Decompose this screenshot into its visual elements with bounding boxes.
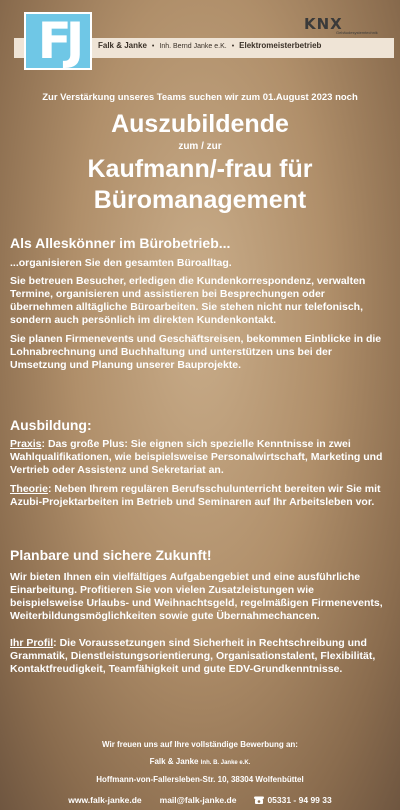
- phone-icon: [254, 796, 264, 804]
- section-alleskoenner: [10, 235, 390, 372]
- title-sub: zum / zur: [178, 141, 222, 152]
- website-link[interactable]: www.falk-janke.de: [68, 795, 142, 805]
- theorie-label: Theorie: [10, 483, 48, 495]
- phone-contact[interactable]: [254, 795, 331, 805]
- firm-line: [98, 41, 321, 50]
- praxis-label: Praxis: [10, 438, 42, 450]
- logo-text: FJ: [37, 12, 79, 70]
- job-title-line1: Kaufmann/-frau für: [87, 155, 313, 183]
- knx-logo: KNX: [304, 15, 343, 33]
- profil-label: Ihr Profil: [10, 637, 54, 649]
- profil-text: : Die Voraussetzungen sind Sicherheit in Rechtschreibung und Grammatik, Dienstleistungsorientierung, Organisationstalent, Flexibilität, Kontaktfreudigkeit, Teamfähigkeit und gute EDV-Grundkenntnisse.: [10, 637, 376, 675]
- theorie-text: : Neben Ihrem regulären Berufsschulunterricht bereiten wir Sie mit Azubi-Projektarbeiten im Betrieb und Seminaren auf Ihr Arbeitsleben vor.: [10, 483, 381, 508]
- job-title: [0, 154, 400, 216]
- firm-owner: Inh. Bernd Janke e.K.: [159, 43, 227, 50]
- section-lead: ...organisieren Sie den gesamten Büroalltag.: [10, 257, 232, 269]
- knx-subtitle: Gebäudesystemtechnik: [336, 30, 378, 35]
- theorie-paragraph: [10, 483, 390, 509]
- footer-contact-line: [0, 795, 400, 805]
- job-title-line2: Büromanagement: [93, 186, 307, 214]
- footer-address: Hoffmann-von-Fallersleben-Str. 10, 38304 Wolfenbüttel: [96, 775, 304, 784]
- firm-separator: •: [231, 43, 235, 50]
- praxis-text: : Das große Plus: Sie eignen sich spezielle Kenntnisse in zwei Wahlqualifikationen, wie beispielsweise Personalwirtschaft, Marketing und Vertrieb oder Assistenz und Sekretariat an.: [10, 438, 383, 476]
- firm-name: Falk & Janke: [98, 41, 147, 50]
- section-ausbildung: [10, 417, 390, 509]
- footer-invite: Wir freuen uns auf Ihre vollständige Bewerbung an:: [102, 740, 298, 749]
- profil-paragraph: [10, 637, 390, 676]
- phone-number: 05331 - 94 99 33: [267, 795, 332, 805]
- footer-firm-owner: Inh. B. Janke e.K.: [200, 760, 251, 766]
- praxis-paragraph: [10, 438, 390, 477]
- footer-firm-name: Falk & Janke: [149, 757, 199, 766]
- section-heading: Ausbildung:: [10, 417, 92, 433]
- intro-text: Zur Verstärkung unseres Teams suchen wir zum 01.August 2023 noch: [42, 92, 358, 103]
- title-main: Auszubildende: [111, 110, 289, 138]
- paragraph: Sie betreuen Besucher, erledigen die Kundenkorrespondenz, verwalten Termine, organisieren und assistieren bei Besprechungen oder übernehmen alltägliche Büroarbeiten. Sie stehen nicht nur telefonisch, sondern auch persönlich im direkten Kundenkontakt.: [10, 275, 366, 326]
- email-link[interactable]: mail@falk-janke.de: [159, 795, 237, 805]
- section-heading: Als Alleskönner im Bürobetrieb...: [10, 235, 231, 251]
- section-zukunft: [10, 547, 390, 676]
- section-heading: Planbare und sichere Zukunft!: [10, 547, 212, 563]
- paragraph: Sie planen Firmenevents und Geschäftsreisen, bekommen Einblicke in die Lohnabrechnung und Buchhaltung und unterstützen uns bei der Umsetzung und Planung unserer Bauprojekte.: [10, 333, 382, 371]
- firm-separator: •: [151, 43, 155, 50]
- company-logo: [24, 12, 92, 70]
- firm-business: Elektromeisterbetrieb: [239, 41, 322, 50]
- footer-firm: [0, 757, 400, 766]
- paragraph: Wir bieten Ihnen ein vielfältiges Aufgabengebiet und eine ausführliche Einarbeitung. Profitieren Sie von vielen Zusatzleistungen wie beispielsweise Urlaubs- und Weihnachtsgeld, regelmäßigen Firmenevents, Weiterbildungsmöglichkeiten sowie gute Übernahmechancen.: [10, 571, 383, 622]
